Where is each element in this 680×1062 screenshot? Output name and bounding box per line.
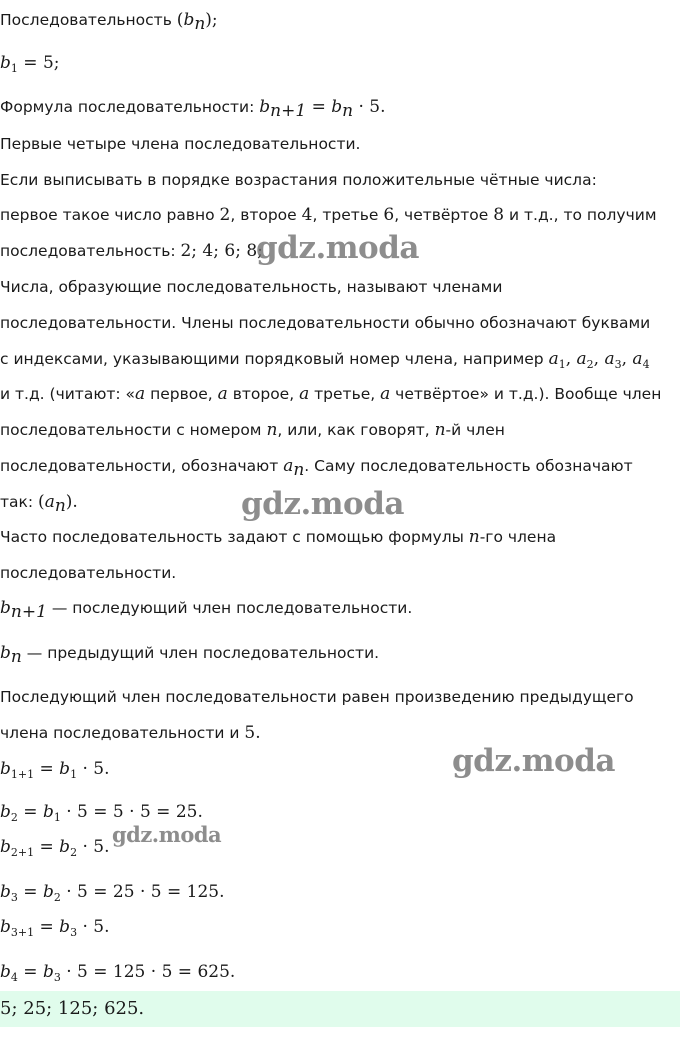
theory-line-5: последовательности. Члены последовательности обычно обозначают буквами bbox=[0, 314, 651, 332]
answer-box bbox=[0, 991, 680, 1027]
theory-line-10: так: $(a_n)$. bbox=[0, 492, 78, 516]
first-term: $b_1 = 5$; bbox=[0, 53, 60, 75]
theory-line-3: последовательность: 2; 4; 6; 8; bbox=[0, 241, 263, 261]
theory-line-1: Если выписывать в порядке возрастания положительные чётные числа: bbox=[0, 171, 597, 189]
watermark: gdz.moda bbox=[256, 230, 419, 266]
watermark: gdz.moda bbox=[241, 486, 404, 522]
calc-line-5: $b_{3+1} = b_3 \cdot 5$. bbox=[0, 917, 110, 939]
calc-line-4: $b_3 = b_2 \cdot 5 = 25 \cdot 5 = 125$. bbox=[0, 882, 225, 904]
watermark: gdz.moda bbox=[452, 743, 615, 779]
theory-line-9: последовательности, обозначают $a_n$. Саму последовательность обозначают bbox=[0, 456, 633, 480]
formula-line: Формула последовательности: $b_{n+1} = b_n \cdot 5$. bbox=[0, 97, 386, 121]
prev-term-definition: $b_n$ — предыдущий член последовательности. bbox=[0, 643, 380, 667]
often-line-1: Часто последовательность задают с помощью формулы n-го члена bbox=[0, 527, 557, 547]
theory-line-8: последовательности с номером n, или, как говорят, n-й член bbox=[0, 420, 505, 440]
calc-line-2: $b_2 = b_1 \cdot 5 = 5 \cdot 5 = 25$. bbox=[0, 802, 203, 824]
often-line-2: последовательности. bbox=[0, 564, 177, 582]
next-term-definition: $b_{n+1}$ — последующий член последовательности. bbox=[0, 598, 413, 622]
sequence-intro: Последовательность $(b_n)$; bbox=[0, 10, 218, 34]
watermark: gdz.moda bbox=[112, 822, 222, 847]
theory-line-7: и т.д. (читают: «a первое, a второе, a третье, a четвёртое» и т.д.). Вообще член bbox=[0, 384, 662, 404]
answer-text: 5; 25; 125; 625. bbox=[0, 998, 145, 1019]
first-four-heading: Первые четыре члена последовательности. bbox=[0, 135, 361, 153]
theory-line-6: с индексами, указывающими порядковый номер члена, например $a_1$, $a_2$, $a_3$, $a_4$ bbox=[0, 349, 650, 371]
calc-line-1: $b_{1+1} = b_1 \cdot 5$. bbox=[0, 759, 110, 781]
theory-line-2: первое такое число равно 2, второе 4, третье 6, четвёртое 8 и т.д., то получим bbox=[0, 205, 657, 225]
calc-line-3: $b_{2+1} = b_2 \cdot 5$. bbox=[0, 837, 110, 859]
rule-line-2: члена последовательности и 5. bbox=[0, 723, 261, 743]
calc-line-6: $b_4 = b_3 \cdot 5 = 125 \cdot 5 = 625$. bbox=[0, 962, 236, 984]
theory-line-4: Числа, образующие последовательность, называют членами bbox=[0, 278, 503, 296]
rule-line-1: Последующий член последовательности равен произведению предыдущего bbox=[0, 688, 634, 706]
